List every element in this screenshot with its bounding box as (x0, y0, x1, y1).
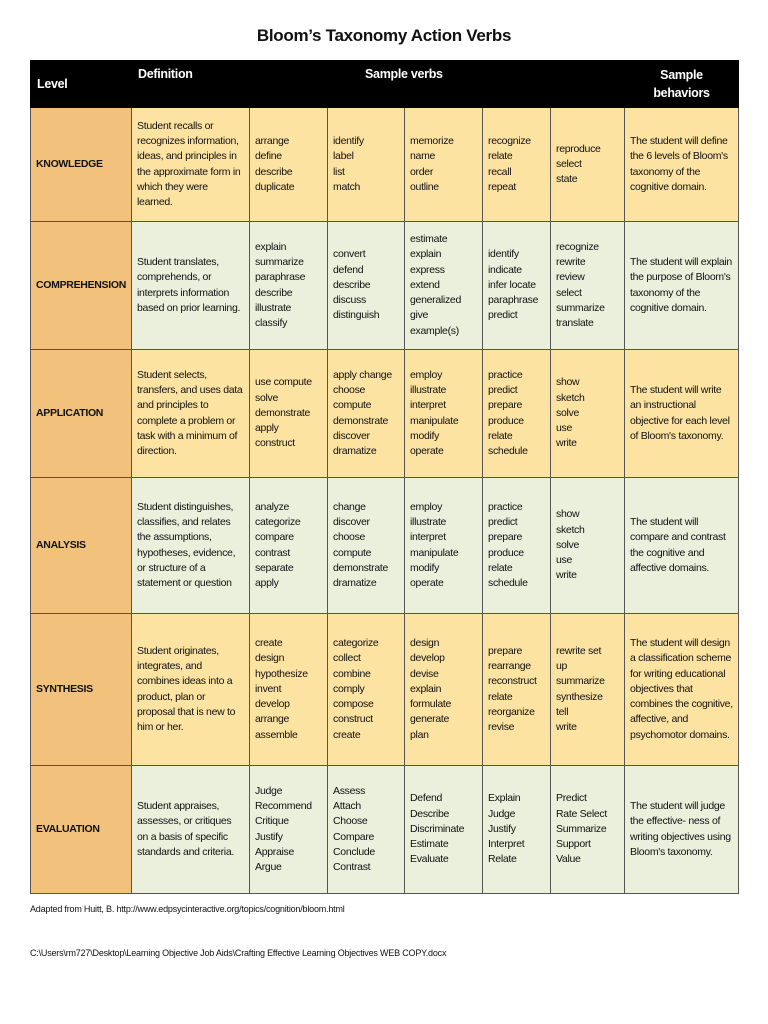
verb-item: compose (333, 698, 374, 711)
verb-item: Argue (255, 860, 282, 873)
table-row (31, 108, 739, 222)
verbs-cell (405, 478, 483, 614)
verb-item: predict (488, 309, 518, 322)
verb-item: apply change (333, 368, 392, 381)
verb-item: revise (488, 720, 515, 733)
verbs-cell (551, 350, 625, 478)
behavior-cell: The student will define the 6 levels of Bloom's taxonomy of the cognitive domain. (625, 108, 739, 222)
verbs-cell (405, 614, 483, 766)
verb-item: infer locate (488, 278, 536, 291)
verb-item: review (556, 271, 585, 284)
verbs-cell (551, 108, 625, 222)
verb-item: demonstrate (333, 561, 389, 574)
behavior-cell: The student will explain the purpose of Bloom's taxonomy of the cognitive domain. (625, 222, 739, 350)
header-row (31, 61, 739, 108)
verb-item: arrange (255, 713, 290, 726)
verb-item: collect (333, 652, 361, 665)
verb-item: define (255, 150, 282, 163)
verb-item: illustrate (255, 301, 292, 314)
verb-item: invent (255, 682, 282, 695)
verb-item: categorize (255, 516, 301, 529)
verb-item: extend (410, 278, 440, 291)
verb-item: Predict (556, 792, 587, 805)
verb-item: Rate Select (556, 807, 607, 820)
verb-item: express (410, 263, 445, 276)
table-row (31, 478, 739, 614)
verbs-cell (483, 766, 551, 894)
level-cell: EVALUATION (31, 766, 132, 894)
verb-item: develop (255, 698, 290, 711)
verb-item: Attach (333, 800, 361, 813)
verbs-cell (328, 766, 405, 894)
verb-item: label (333, 150, 354, 163)
definition-cell: Student distinguishes, classifies, and relates the assumptions, hypotheses, evidence, or structure of a statement or question (132, 478, 250, 614)
verb-item: identify (488, 248, 519, 261)
bloom-taxonomy-table (30, 60, 739, 894)
verb-item: illustrate (410, 516, 447, 529)
verb-item: synthesize (556, 690, 603, 703)
verbs-cell (551, 766, 625, 894)
verb-item: create (333, 728, 361, 741)
verb-item: employ (410, 368, 443, 381)
verb-item: contrast (255, 546, 290, 559)
verb-item: develop (410, 652, 445, 665)
verb-item: recall (488, 165, 512, 178)
behavior-cell: The student will judge the effective- ness of writing objectives using Bloom's taxonomy. (625, 766, 739, 894)
verbs-cell (483, 108, 551, 222)
verb-item: Recommend (255, 800, 312, 813)
definition-cell: Student translates, comprehends, or interprets information based on prior learning. (132, 222, 250, 350)
verb-item: plan (410, 728, 429, 741)
verb-item: design (255, 652, 285, 665)
verb-item: Explain (488, 792, 521, 805)
verb-item: distinguish (333, 309, 380, 322)
table-row (31, 766, 739, 894)
verb-item: Describe (410, 807, 450, 820)
verb-item: predict (488, 516, 518, 529)
verb-item: sketch (556, 523, 585, 536)
verb-item: Choose (333, 815, 368, 828)
verb-item: reproduce (556, 142, 601, 155)
verb-item: explain (410, 248, 442, 261)
verb-item: Justify (488, 822, 516, 835)
verb-item: use compute (255, 376, 312, 389)
verb-item: identify (333, 135, 364, 148)
verb-item: practice (488, 368, 523, 381)
behavior-cell: The student will write an instructional objective for each level of Bloom's taxonomy. (625, 350, 739, 478)
verbs-cell (328, 222, 405, 350)
verb-item: modify (410, 429, 440, 442)
verb-item: name (410, 150, 436, 163)
level-cell: APPLICATION (31, 350, 132, 478)
verbs-cell (250, 766, 328, 894)
verb-item: interpret (410, 399, 446, 412)
definition-cell: Student originates, integrates, and combines ideas into a product, plan or proposal that is new to him or her. (132, 614, 250, 766)
verb-item: explain (410, 682, 442, 695)
verb-item: recognize (556, 240, 599, 253)
verb-item: apply (255, 422, 279, 435)
document-title: Bloom’s Taxonomy Action Verbs (256, 26, 512, 45)
verb-item: operate (410, 576, 444, 589)
verb-item: Compare (333, 830, 375, 843)
verb-item: recognize (488, 135, 531, 148)
verb-item: show (556, 508, 580, 521)
verb-item: describe (255, 286, 293, 299)
verb-item: employ (410, 500, 443, 513)
verb-item: arrange (255, 135, 290, 148)
verb-item: separate (255, 561, 294, 574)
verb-item: defend (333, 263, 364, 276)
verb-item: schedule (488, 576, 528, 589)
verb-item: reorganize (488, 705, 535, 718)
verb-item: paraphrase (488, 294, 539, 307)
verb-item: solve (556, 538, 580, 551)
verb-item: practice (488, 500, 523, 513)
verb-item: discuss (333, 294, 366, 307)
verb-item: Support (556, 838, 591, 851)
verb-item: compute (333, 399, 372, 412)
verb-item: discover (333, 429, 370, 442)
verb-item: choose (333, 384, 366, 397)
verbs-cell (328, 108, 405, 222)
verb-item: Critique (255, 815, 289, 828)
verb-item: Conclude (333, 845, 375, 858)
verb-item: modify (410, 561, 440, 574)
verb-item: interpret (410, 531, 446, 544)
verbs-cell (250, 478, 328, 614)
verb-item: rewrite (556, 256, 586, 269)
verb-item: repeat (488, 180, 516, 193)
verb-item: relate (488, 690, 513, 703)
verbs-cell (328, 614, 405, 766)
verb-item: Interpret (488, 838, 525, 851)
verb-item: translate (556, 316, 594, 329)
definition-cell: Student selects, transfers, and uses data and principles to complete a problem or task with a minimum of direction. (132, 350, 250, 478)
verb-item: combine (333, 667, 371, 680)
verb-item: write (556, 569, 577, 582)
verb-item: prepare (488, 531, 523, 544)
verb-item: Value (556, 853, 581, 866)
verb-item: Evaluate (410, 853, 449, 866)
verbs-cell (328, 350, 405, 478)
verb-item: schedule (488, 444, 528, 457)
verb-item: generate (410, 713, 450, 726)
verb-item: order (410, 165, 434, 178)
level-cell: ANALYSIS (31, 478, 132, 614)
verb-item: Discriminate (410, 822, 465, 835)
verb-item: estimate (410, 233, 448, 246)
verb-item: prepare (488, 399, 523, 412)
verbs-cell (483, 350, 551, 478)
verbs-cell (551, 614, 625, 766)
verb-item: Summarize (556, 822, 607, 835)
level-cell: COMPREHENSION (31, 222, 132, 350)
verb-item: Justify (255, 830, 283, 843)
verb-item: Judge (255, 784, 283, 797)
verb-item: construct (333, 713, 373, 726)
verb-item: summarize (556, 675, 605, 688)
verb-item: generalized (410, 294, 461, 307)
verb-item: operate (410, 444, 444, 457)
verb-item: Assess (333, 784, 366, 797)
verbs-cell (405, 766, 483, 894)
verb-item: illustrate (410, 384, 447, 397)
header-definition: Definition (132, 61, 250, 108)
verbs-cell (483, 478, 551, 614)
table-row (31, 350, 739, 478)
verb-item: list (333, 165, 345, 178)
verb-item: design (410, 637, 440, 650)
definition-cell: Student recalls or recognizes information, ideas, and principles in the approximate form in which they were learned. (132, 108, 250, 222)
verb-item: Estimate (410, 838, 449, 851)
verb-item: describe (333, 278, 371, 291)
verb-item: formulate (410, 698, 452, 711)
verb-item: predict (488, 384, 518, 397)
verb-item: use (556, 554, 573, 567)
verbs-cell (551, 478, 625, 614)
verb-item: duplicate (255, 180, 295, 193)
level-cell: KNOWLEDGE (31, 108, 132, 222)
verbs-cell (250, 108, 328, 222)
level-cell: SYNTHESIS (31, 614, 132, 766)
verb-item: analyze (255, 500, 290, 513)
verbs-cell (483, 614, 551, 766)
verb-item: comply (333, 682, 365, 695)
verb-item: manipulate (410, 546, 459, 559)
file-path-note: C:\Users\rm727\Desktop\Learning Objective Job Aids\Crafting Effective Learning Objectives WEB COPY.docx (30, 948, 447, 958)
verb-item: demonstrate (333, 414, 389, 427)
verb-item: rearrange (488, 660, 531, 673)
verb-item: relate (488, 429, 513, 442)
verb-item: show (556, 376, 580, 389)
verb-item: demonstrate (255, 406, 311, 419)
verb-item: discover (333, 516, 370, 529)
verbs-cell (328, 478, 405, 614)
verb-item: memorize (410, 135, 454, 148)
verb-item: convert (333, 248, 366, 261)
verb-item: prepare (488, 644, 523, 657)
verb-item: produce (488, 546, 524, 559)
verb-item: reconstruct (488, 675, 537, 688)
verbs-cell (405, 350, 483, 478)
verb-item: devise (410, 667, 439, 680)
verb-item: select (556, 157, 582, 170)
verb-item: Appraise (255, 845, 295, 858)
verb-item: dramatize (333, 576, 377, 589)
verb-item: produce (488, 414, 524, 427)
verb-item: write (556, 437, 577, 450)
table-row (31, 222, 739, 350)
verb-item: summarize (556, 301, 605, 314)
verb-item: Defend (410, 792, 443, 805)
verb-item: hypothesize (255, 667, 308, 680)
verb-item: explain (255, 240, 287, 253)
verb-item: solve (255, 391, 279, 404)
verb-item: categorize (333, 637, 379, 650)
verb-item: Relate (488, 853, 517, 866)
verb-item: write (556, 720, 577, 733)
verbs-cell (405, 222, 483, 350)
verbs-cell (483, 222, 551, 350)
verb-item: outline (410, 180, 439, 193)
verb-item: summarize (255, 256, 304, 269)
verb-item: create (255, 637, 283, 650)
behavior-cell: The student will design a classification scheme for writing educational objectives that combines the cognitive, affective, and psychomotor domains. (625, 614, 739, 766)
verb-item: state (556, 173, 578, 186)
verb-item: match (333, 180, 361, 193)
verb-item: up (556, 660, 568, 673)
verb-item: use (556, 422, 573, 435)
verb-item: relate (488, 561, 513, 574)
verb-item: paraphrase (255, 271, 306, 284)
verbs-cell (250, 222, 328, 350)
verb-item: sketch (556, 391, 585, 404)
table-row (31, 614, 739, 766)
verb-item: relate (488, 150, 513, 163)
header-sample-verbs: Sample verbs (250, 61, 625, 108)
header-sample-behaviors: Sample behaviors (625, 61, 739, 108)
verb-item: construct (255, 437, 295, 450)
verb-item: select (556, 286, 582, 299)
verb-item: rewrite set (556, 644, 602, 657)
verb-item: classify (255, 316, 288, 329)
verb-item: Contrast (333, 860, 371, 873)
verb-item: apply (255, 576, 279, 589)
verb-item: manipulate (410, 414, 459, 427)
header-level: Level (31, 61, 132, 108)
verbs-cell (250, 350, 328, 478)
attribution-note: Adapted from Huitt, B. http://www.edpsycinteractive.org/topics/cognition/bloom.html (30, 904, 345, 914)
verb-item: compute (333, 546, 372, 559)
verb-item: change (333, 500, 366, 513)
behavior-cell: The student will compare and contrast the cognitive and affective domains. (625, 478, 739, 614)
verbs-cell (405, 108, 483, 222)
definition-cell: Student appraises, assesses, or critiques on a basis of specific standards and criteria. (132, 766, 250, 894)
verb-item: choose (333, 531, 366, 544)
verb-item: describe (255, 165, 293, 178)
verbs-cell (250, 614, 328, 766)
verb-item: indicate (488, 263, 522, 276)
verb-item: solve (556, 406, 580, 419)
verb-item: assemble (255, 728, 298, 741)
verb-item: Judge (488, 807, 516, 820)
verb-item: compare (255, 531, 294, 544)
verbs-cell (551, 222, 625, 350)
verb-item: dramatize (333, 444, 377, 457)
verb-item: tell (556, 705, 569, 718)
verb-item: give example(s) (410, 309, 459, 337)
